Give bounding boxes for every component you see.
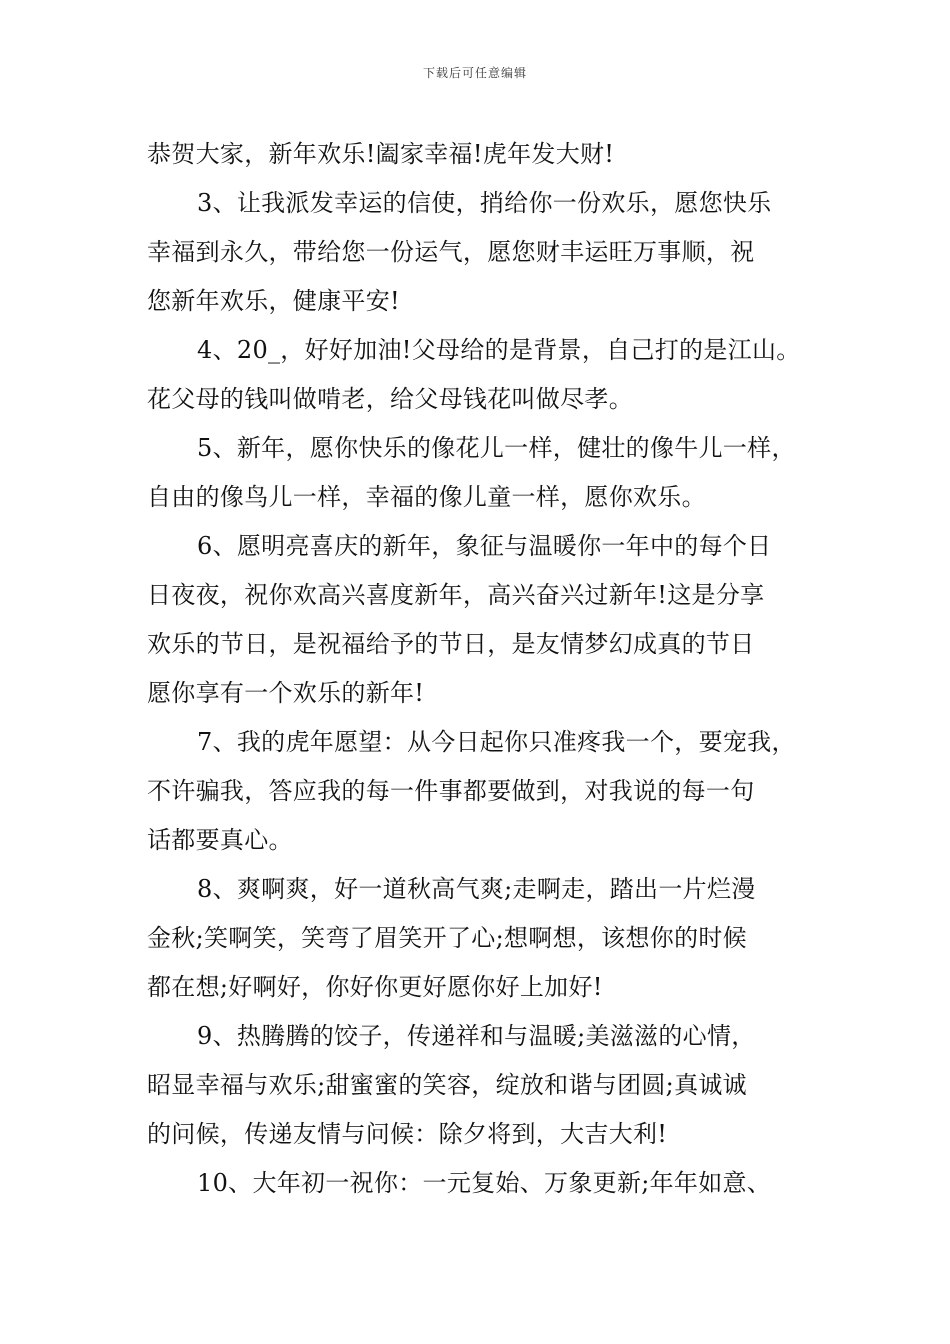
paragraph-start-line: 4、20_，好好加油!父母给的是背景，自己打的是江山。 (197, 336, 801, 364)
paragraph-start-line: 9、热腾腾的饺子，传递祥和与温暖;美滋滋的心情， (197, 1022, 756, 1050)
text-line: 恭贺大家，新年欢乐!阖家幸福!虎年发大财! (147, 140, 615, 168)
paragraph-start-line: 10、大年初一祝你：一元复始、万象更新;年年如意、 (197, 1169, 772, 1197)
text-line: 金秋;笑啊笑，笑弯了眉笑开了心;想啊想，该想你的时候 (147, 924, 747, 952)
text-line: 不许骗我，答应我的每一件事都要做到，对我说的每一句 (147, 777, 755, 805)
text-line: 自由的像鸟儿一样，幸福的像儿童一样，愿你欢乐。 (147, 483, 706, 511)
paragraph-start-line: 3、让我派发幸运的信使，捎给你一份欢乐，愿您快乐 (197, 189, 772, 217)
text-line: 幸福到永久，带给您一份运气，愿您财丰运旺万事顺，祝 (147, 238, 755, 266)
paragraph-start-line: 7、我的虎年愿望：从今日起你只准疼我一个，要宠我， (197, 728, 796, 756)
text-line: 的问候，传递友情与问候：除夕将到，大吉大利! (147, 1120, 668, 1148)
text-line: 愿你享有一个欢乐的新年! (147, 679, 425, 707)
text-line: 都在想;好啊好，你好你更好愿你好上加好! (147, 973, 603, 1001)
paragraph-start-line: 6、愿明亮喜庆的新年，象征与温暖你一年中的每个日 (197, 532, 772, 560)
text-line: 花父母的钱叫做啃老，给父母钱花叫做尽孝。 (147, 385, 633, 413)
document-body (147, 130, 837, 1208)
text-line: 您新年欢乐，健康平安! (147, 287, 400, 315)
text-line: 日夜夜，祝你欢高兴喜度新年，高兴奋兴过新年!这是分享 (147, 581, 765, 609)
paragraph-start-line: 8、爽啊爽，好一道秋高气爽;走啊走，踏出一片烂漫 (197, 875, 756, 903)
text-line: 昭显幸福与欢乐;甜蜜蜜的笑容，绽放和谐与团圆;真诚诚 (147, 1071, 747, 1099)
text-line: 话都要真心。 (147, 826, 293, 854)
text-line: 欢乐的节日，是祝福给予的节日，是友情梦幻成真的节日 (147, 630, 755, 658)
paragraph-start-line: 5、新年，愿你快乐的像花儿一样，健壮的像牛儿一样， (197, 434, 796, 462)
page-header-note: 下载后可任意编辑 (422, 66, 527, 80)
